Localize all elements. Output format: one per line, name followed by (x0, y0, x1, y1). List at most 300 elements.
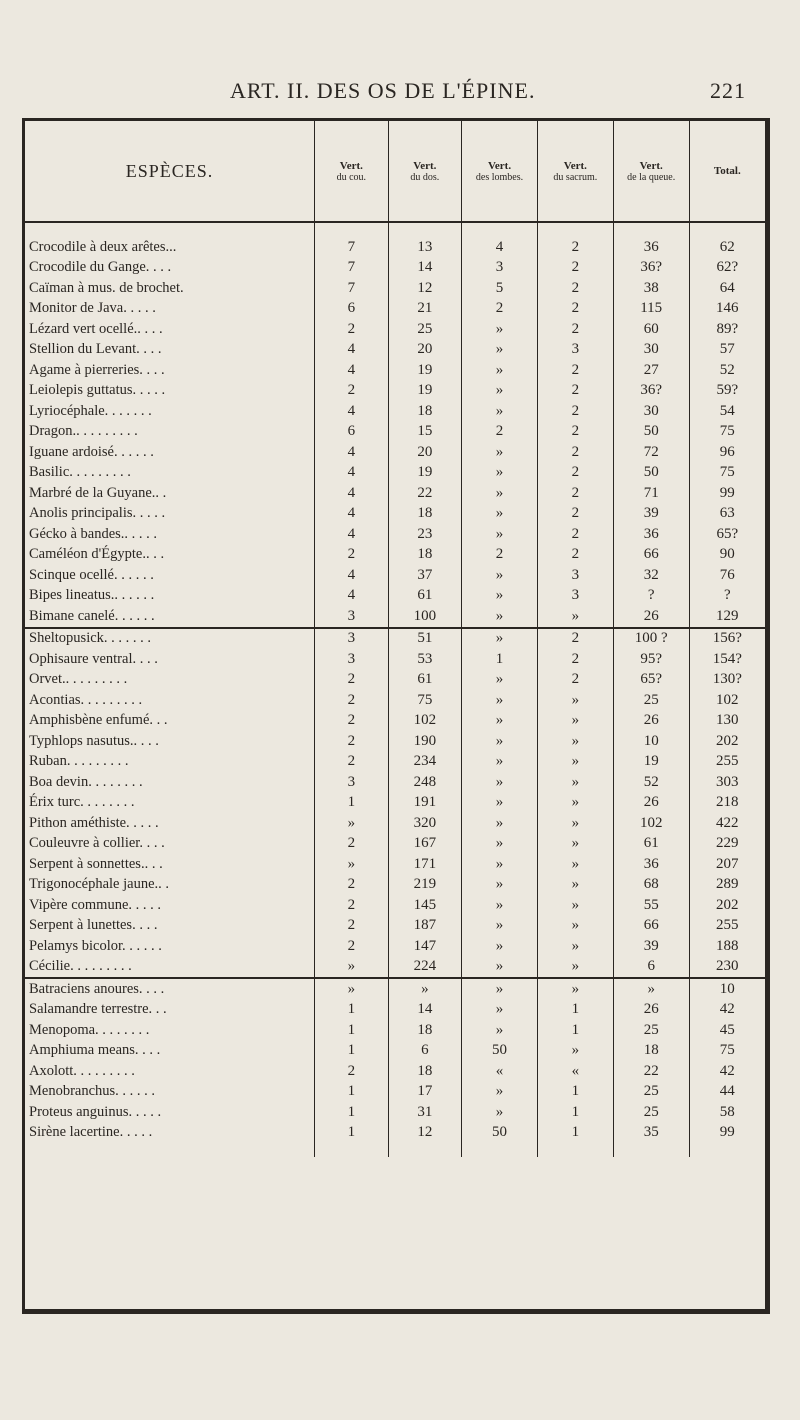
table-row (25, 1061, 765, 1082)
value-cell: 15 (388, 422, 462, 443)
table-row (25, 586, 765, 607)
value-cell: 188 (689, 936, 765, 957)
value-cell: 3 (315, 606, 389, 628)
value-cell: » (462, 586, 538, 607)
value-cell: 61 (388, 670, 462, 691)
species-name-cell: Typhlops nasutus.. . . . (29, 732, 159, 749)
value-cell: » (537, 875, 613, 896)
value-cell: 66 (613, 545, 689, 566)
table-row (25, 222, 765, 258)
value-cell: » (315, 978, 389, 1000)
value-cell: 32 (613, 565, 689, 586)
species-name-cell: Ophisaure ventral. . . . (29, 650, 158, 667)
table-row (25, 731, 765, 752)
value-cell: 21 (388, 299, 462, 320)
table-row (25, 299, 765, 320)
table-row (25, 690, 765, 711)
table-row (25, 813, 765, 834)
column-header-line1: Vert. (487, 159, 512, 172)
species-name-cell: Pelamys bicolor. . . . . . (29, 937, 162, 954)
column-header-line2: du dos. (410, 171, 440, 183)
value-cell: « (537, 1061, 613, 1082)
value-cell: 4 (462, 222, 538, 258)
value-cell: 18 (388, 401, 462, 422)
species-name-cell: Menobranchus. . . . . . (29, 1083, 156, 1100)
value-cell: 100 (388, 606, 462, 628)
value-cell: » (537, 772, 613, 793)
value-cell: 1 (315, 1000, 389, 1021)
value-cell: 1 (537, 1000, 613, 1021)
value-cell: 146 (689, 299, 765, 320)
value-cell: 26 (613, 711, 689, 732)
value-cell: » (462, 690, 538, 711)
value-cell: » (315, 957, 389, 979)
value-cell: » (462, 1082, 538, 1103)
value-cell: 3 (537, 586, 613, 607)
value-cell: » (537, 957, 613, 979)
value-cell: 13 (388, 222, 462, 258)
value-cell: 51 (388, 628, 462, 650)
value-cell: 18 (388, 1020, 462, 1041)
value-cell: 1 (537, 1102, 613, 1123)
value-cell: 36? (613, 258, 689, 279)
value-cell: » (613, 978, 689, 1000)
value-cell: 26 (613, 606, 689, 628)
value-cell: 52 (613, 772, 689, 793)
value-cell: 1 (315, 1020, 389, 1041)
value-cell: » (537, 813, 613, 834)
species-name-cell: Boa devin. . . . . . . . (29, 773, 143, 790)
table-row (25, 565, 765, 586)
value-cell: ? (689, 586, 765, 607)
value-cell: 2 (537, 670, 613, 691)
value-cell: 255 (689, 752, 765, 773)
value-cell: » (462, 381, 538, 402)
table-row (25, 772, 765, 793)
value-cell: 18 (613, 1041, 689, 1062)
value-cell: 96 (689, 442, 765, 463)
column-header-4 (537, 121, 613, 222)
value-cell: » (462, 1102, 538, 1123)
value-cell: 25 (613, 1082, 689, 1103)
value-cell: 52 (689, 360, 765, 381)
value-cell: 50 (613, 422, 689, 443)
table-row (25, 442, 765, 463)
value-cell: 2 (537, 381, 613, 402)
value-cell: 89? (689, 319, 765, 340)
column-header-line2: de la queue. (627, 171, 676, 183)
value-cell: 65? (689, 524, 765, 545)
value-cell: 58 (689, 1102, 765, 1123)
table-row (25, 381, 765, 402)
value-cell: 224 (388, 957, 462, 979)
value-cell: » (537, 1041, 613, 1062)
value-cell: 187 (388, 916, 462, 937)
value-cell: 7 (315, 278, 389, 299)
value-cell: 4 (315, 586, 389, 607)
value-cell: 30 (613, 401, 689, 422)
value-cell: » (462, 1020, 538, 1041)
value-cell: 25 (613, 1020, 689, 1041)
species-name-cell: Marbré de la Guyane.. . (29, 484, 167, 501)
value-cell: 229 (689, 834, 765, 855)
value-cell: 1 (315, 1123, 389, 1144)
value-cell: 1 (315, 793, 389, 814)
value-cell: 5 (462, 278, 538, 299)
value-cell: 2 (462, 422, 538, 443)
page-number: 221 (710, 78, 746, 103)
value-cell: 102 (689, 690, 765, 711)
spacer-cell (689, 1143, 765, 1157)
species-name-cell: Lézard vert ocellé.. . . . (29, 320, 163, 337)
value-cell: 19 (613, 752, 689, 773)
value-cell: 45 (689, 1020, 765, 1041)
species-name-cell: Dragon.. . . . . . . . . (29, 423, 138, 440)
value-cell: 1 (537, 1082, 613, 1103)
column-header-6 (689, 121, 765, 222)
value-cell: 12 (388, 1123, 462, 1144)
value-cell: » (315, 813, 389, 834)
spacer-cell (613, 1143, 689, 1157)
value-cell: 1 (537, 1020, 613, 1041)
value-cell: » (537, 606, 613, 628)
value-cell: 3 (537, 340, 613, 361)
value-cell: » (462, 401, 538, 422)
value-cell: 36? (613, 381, 689, 402)
value-cell: 2 (315, 731, 389, 752)
value-cell: » (462, 793, 538, 814)
species-name-cell: Gécko à bandes.. . . . . (29, 525, 158, 542)
value-cell: » (388, 978, 462, 1000)
value-cell: 90 (689, 545, 765, 566)
value-cell: » (315, 854, 389, 875)
value-cell: 2 (537, 545, 613, 566)
value-cell: 12 (388, 278, 462, 299)
value-cell: » (462, 670, 538, 691)
table-row (25, 606, 765, 628)
value-cell: 130? (689, 670, 765, 691)
value-cell: » (537, 731, 613, 752)
value-cell: » (462, 711, 538, 732)
value-cell: 25 (388, 319, 462, 340)
value-cell: » (537, 793, 613, 814)
value-cell: 19 (388, 463, 462, 484)
running-title: ART. II. DES OS DE L'ÉPINE. (230, 78, 536, 103)
value-cell: 4 (315, 340, 389, 361)
value-cell: 7 (315, 258, 389, 279)
value-cell: » (537, 752, 613, 773)
value-cell: 2 (315, 1061, 389, 1082)
value-cell: 202 (689, 895, 765, 916)
value-cell: » (462, 957, 538, 979)
value-cell: 4 (315, 524, 389, 545)
value-cell: 2 (537, 649, 613, 670)
value-cell: 35 (613, 1123, 689, 1144)
value-cell: » (462, 442, 538, 463)
table-row (25, 916, 765, 937)
species-name-cell: Sheltopusick. . . . . . . (25, 628, 315, 650)
value-cell: 145 (388, 895, 462, 916)
value-cell: » (537, 854, 613, 875)
table-row (25, 711, 765, 732)
value-cell: » (462, 854, 538, 875)
value-cell: 4 (315, 483, 389, 504)
table-row (25, 1082, 765, 1103)
value-cell: » (537, 916, 613, 937)
value-cell: 10 (613, 731, 689, 752)
value-cell: 39 (613, 936, 689, 957)
value-cell: 64 (689, 278, 765, 299)
value-cell: 2 (537, 299, 613, 320)
value-cell: 248 (388, 772, 462, 793)
value-cell: 62? (689, 258, 765, 279)
value-cell: 42 (689, 1061, 765, 1082)
value-cell: 14 (388, 258, 462, 279)
value-cell: » (537, 711, 613, 732)
column-header-line1: Vert. (339, 159, 363, 172)
value-cell: 68 (613, 875, 689, 896)
species-name-cell: Érix turc. . . . . . . . (29, 794, 135, 811)
spacer-cell (315, 1143, 389, 1157)
table-header (25, 121, 765, 222)
value-cell: 71 (613, 483, 689, 504)
value-cell: 1 (315, 1082, 389, 1103)
value-cell: « (462, 1061, 538, 1082)
species-name-cell: Stellion du Levant. . . . (29, 341, 162, 358)
value-cell: 3 (462, 258, 538, 279)
value-cell: 130 (689, 711, 765, 732)
value-cell: 2 (537, 463, 613, 484)
value-cell: 37 (388, 565, 462, 586)
table-row (25, 670, 765, 691)
value-cell: 320 (388, 813, 462, 834)
column-header-line1: ESPÈCES. (125, 160, 214, 181)
species-name-cell: Bimane canelé. . . . . . (29, 607, 155, 624)
table-row (25, 1041, 765, 1062)
table-row (25, 483, 765, 504)
value-cell: 2 (315, 916, 389, 937)
value-cell: 65? (613, 670, 689, 691)
value-cell: 6 (315, 422, 389, 443)
value-cell: 2 (315, 670, 389, 691)
table-row (25, 1102, 765, 1123)
table-row (25, 875, 765, 896)
value-cell: 36 (613, 854, 689, 875)
value-cell: 129 (689, 606, 765, 628)
species-name-cell: Amphisbène enfumé. . . (29, 712, 168, 729)
value-cell: 2 (537, 401, 613, 422)
species-name-cell: Anolis principalis. . . . . (29, 505, 166, 522)
table-row (25, 258, 765, 279)
table-row (25, 854, 765, 875)
species-name-cell: Trigonocéphale jaune.. . (29, 876, 170, 893)
value-cell: 102 (388, 711, 462, 732)
species-name-cell: Scinque ocellé. . . . . . (29, 566, 154, 583)
value-cell: 66 (613, 916, 689, 937)
column-header-5 (613, 121, 689, 222)
column-header-line2: des lombes. (475, 171, 524, 183)
value-cell: 6 (315, 299, 389, 320)
value-cell: 1 (462, 649, 538, 670)
table-row (25, 524, 765, 545)
species-name-cell: Couleuvre à collier. . . . (29, 835, 165, 852)
value-cell: 25 (613, 690, 689, 711)
value-cell: 53 (388, 649, 462, 670)
value-cell: » (462, 319, 538, 340)
value-cell: » (462, 504, 538, 525)
value-cell: 1 (315, 1102, 389, 1123)
value-cell: 2 (315, 752, 389, 773)
species-name-cell: Iguane ardoisé. . . . . . (29, 443, 154, 460)
table-row (25, 278, 765, 299)
species-name-cell: Lyriocéphale. . . . . . . (29, 402, 152, 419)
value-cell: 72 (613, 442, 689, 463)
table-row (25, 628, 765, 650)
value-cell: 50 (462, 1041, 538, 1062)
value-cell: 2 (315, 875, 389, 896)
table-row (25, 401, 765, 422)
value-cell: 75 (689, 463, 765, 484)
value-cell: » (537, 690, 613, 711)
column-header-3 (462, 121, 538, 222)
value-cell: 154? (689, 649, 765, 670)
page-header (0, 78, 800, 118)
value-cell: 99 (689, 1123, 765, 1144)
value-cell: 2 (315, 319, 389, 340)
species-name-cell: Pithon améthiste. . . . . (29, 814, 159, 831)
value-cell: 17 (388, 1082, 462, 1103)
value-cell: 3 (315, 649, 389, 670)
value-cell: 2 (462, 545, 538, 566)
spacer-cell (25, 1143, 315, 1157)
value-cell: 18 (388, 504, 462, 525)
column-header-line1: Total. (713, 165, 741, 177)
value-cell: 4 (315, 504, 389, 525)
species-name-cell: Salamandre terrestre. . . (29, 1001, 167, 1018)
value-cell: 30 (613, 340, 689, 361)
vertebrae-table (22, 118, 770, 1314)
species-name-cell: Monitor de Java. . . . . (29, 300, 156, 317)
value-cell: 2 (537, 258, 613, 279)
table-row (25, 463, 765, 484)
spacer-cell (462, 1143, 538, 1157)
value-cell: 202 (689, 731, 765, 752)
value-cell: 4 (315, 401, 389, 422)
value-cell: 75 (388, 690, 462, 711)
value-cell: 55 (613, 895, 689, 916)
table-row (25, 649, 765, 670)
table-row (25, 834, 765, 855)
table-row (25, 1000, 765, 1021)
value-cell: 63 (689, 504, 765, 525)
value-cell: 75 (689, 1041, 765, 1062)
table-row (25, 936, 765, 957)
table-row (25, 545, 765, 566)
value-cell: 218 (689, 793, 765, 814)
value-cell: 4 (315, 565, 389, 586)
value-cell: » (462, 340, 538, 361)
value-cell: 38 (613, 278, 689, 299)
species-name-cell: Axolott. . . . . . . . . (29, 1062, 135, 1079)
value-cell: 26 (613, 793, 689, 814)
table-row (25, 895, 765, 916)
value-cell: 2 (537, 422, 613, 443)
value-cell: 255 (689, 916, 765, 937)
species-name-cell: Acontias. . . . . . . . . (29, 691, 143, 708)
value-cell: » (537, 978, 613, 1000)
value-cell: 61 (613, 834, 689, 855)
value-cell: 2 (537, 222, 613, 258)
spacer-cell (537, 1143, 613, 1157)
value-cell: 4 (315, 360, 389, 381)
value-cell: » (462, 834, 538, 855)
table-row (25, 360, 765, 381)
species-name-cell: Crocodile du Gange. . . . (29, 259, 172, 276)
value-cell: 7 (315, 222, 389, 258)
value-cell: 61 (388, 586, 462, 607)
species-name-cell: Proteus anguinus. . . . . (29, 1103, 162, 1120)
value-cell: 2 (537, 524, 613, 545)
table-row (25, 752, 765, 773)
table-row (25, 793, 765, 814)
value-cell: 18 (388, 545, 462, 566)
value-cell: 289 (689, 875, 765, 896)
value-cell: 207 (689, 854, 765, 875)
column-header-line1: Vert. (639, 159, 663, 172)
value-cell: 3 (315, 772, 389, 793)
value-cell: 57 (689, 340, 765, 361)
value-cell: 60 (613, 319, 689, 340)
value-cell: 20 (388, 340, 462, 361)
value-cell: » (462, 916, 538, 937)
value-cell: 4 (315, 463, 389, 484)
species-name-cell: Orvet.. . . . . . . . . (29, 671, 128, 688)
value-cell: 3 (537, 565, 613, 586)
value-cell: 422 (689, 813, 765, 834)
value-cell: 22 (613, 1061, 689, 1082)
value-cell: 2 (315, 690, 389, 711)
value-cell: 26 (613, 1000, 689, 1021)
value-cell: 2 (537, 628, 613, 650)
value-cell: » (462, 731, 538, 752)
species-name-cell: Sirène lacertine. . . . . (29, 1124, 153, 1141)
value-cell: 39 (613, 504, 689, 525)
value-cell: 27 (613, 360, 689, 381)
value-cell: » (462, 875, 538, 896)
table-body (25, 222, 765, 1157)
species-name-cell: Batraciens anoures. . . . (25, 978, 315, 1000)
value-cell: 2 (537, 319, 613, 340)
column-header-0 (25, 121, 315, 222)
value-cell: 2 (315, 711, 389, 732)
table-row (25, 504, 765, 525)
value-cell: 219 (388, 875, 462, 896)
value-cell: 75 (689, 422, 765, 443)
table-bottom-spacer (25, 1143, 765, 1157)
value-cell: 2 (537, 278, 613, 299)
value-cell: ? (613, 586, 689, 607)
value-cell: 36 (613, 222, 689, 258)
value-cell: 191 (388, 793, 462, 814)
value-cell: 234 (388, 752, 462, 773)
value-cell: » (462, 606, 538, 628)
value-cell: 2 (537, 360, 613, 381)
value-cell: 100 ? (613, 628, 689, 650)
value-cell: 3 (315, 628, 389, 650)
species-name-cell: Serpent à lunettes. . . . (29, 917, 158, 934)
value-cell: » (462, 813, 538, 834)
value-cell: 1 (537, 1123, 613, 1144)
